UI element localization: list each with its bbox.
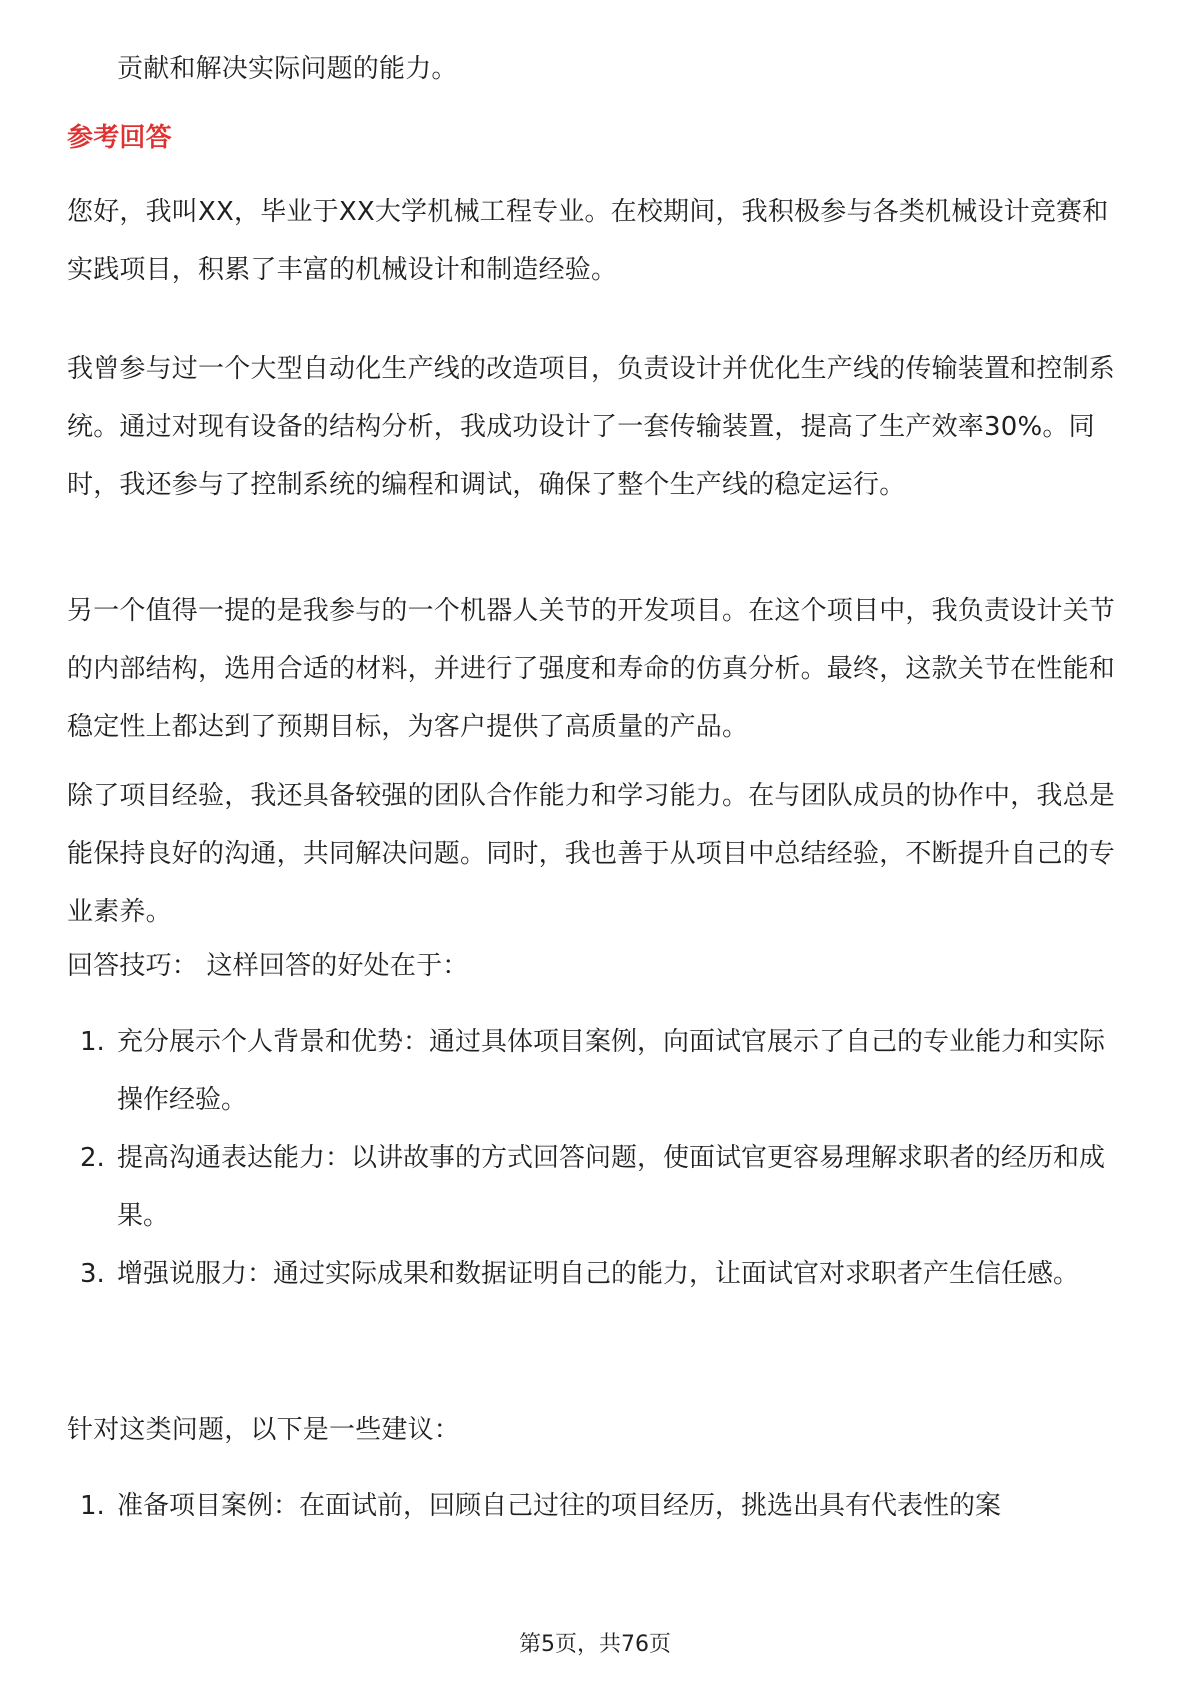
list-item-text: 增强说服力：通过实际成果和数据证明自己的能力，让面试官对求职者产生信任感。: [117, 1259, 1080, 1289]
answer-paragraph-4: 除了项目经验，我还具备较强的团队合作能力和学习能力。在与团队成员的协作中，我总是能保持良好的沟通，共同解决问题。同时，我也善于从项目中总结经验，不断提升自己的专业素养。: [67, 781, 1116, 927]
list-item: [67, 1013, 1125, 1129]
section-heading: 参考回答: [67, 123, 172, 153]
suggestions-list: [67, 1477, 1125, 1535]
answer-paragraph-2: 我曾参与过一个大型自动化生产线的改造项目，负责设计并优化生产线的传输装置和控制系统。通过对现有设备的结构分析，我成功设计了一套传输装置，提高了生产效率30%。同时，我还参与了控制系统的编程和调试，确保了整个生产线的稳定运行。: [67, 354, 1116, 500]
list-number: 1.: [80, 1027, 105, 1057]
list-item-text: 提高沟通表达能力：以讲故事的方式回答问题，使面试官更容易理解求职者的经历和成果。: [117, 1143, 1106, 1231]
tips-list: [67, 1013, 1125, 1303]
tips-title: 回答技巧： 这样回答的好处在于：: [67, 951, 469, 981]
page-footer: 第5页，共76页: [519, 1632, 671, 1657]
list-number: 3.: [80, 1259, 105, 1289]
list-number: 2.: [80, 1143, 105, 1173]
answer-paragraph-1: 您好，我叫XX，毕业于XX大学机械工程专业。在校期间，我积极参与各类机械设计竞赛和实践项目，积累了丰富的机械设计和制造经验。: [67, 197, 1109, 285]
list-item-text: 充分展示个人背景和优势：通过具体项目案例，向面试官展示了自己的专业能力和实际操作经验。: [117, 1027, 1106, 1115]
list-item: [67, 1477, 1125, 1535]
suggestions-title: 针对这类问题，以下是一些建议：: [67, 1415, 461, 1445]
list-item: [67, 1129, 1125, 1245]
list-item-text: 准备项目案例：在面试前，回顾自己过往的项目经历，挑选出具有代表性的案: [117, 1491, 1002, 1521]
list-number: 1.: [80, 1491, 105, 1521]
list-item: [67, 1245, 1125, 1303]
continuation-text: 贡献和解决实际问题的能力。: [117, 54, 458, 84]
answer-paragraph-3: 另一个值得一提的是我参与的一个机器人关节的开发项目。在这个项目中，我负责设计关节的内部结构，选用合适的材料，并进行了强度和寿命的仿真分析。最终，这款关节在性能和稳定性上都达到了预期目标，为客户提供了高质量的产品。: [67, 596, 1116, 742]
